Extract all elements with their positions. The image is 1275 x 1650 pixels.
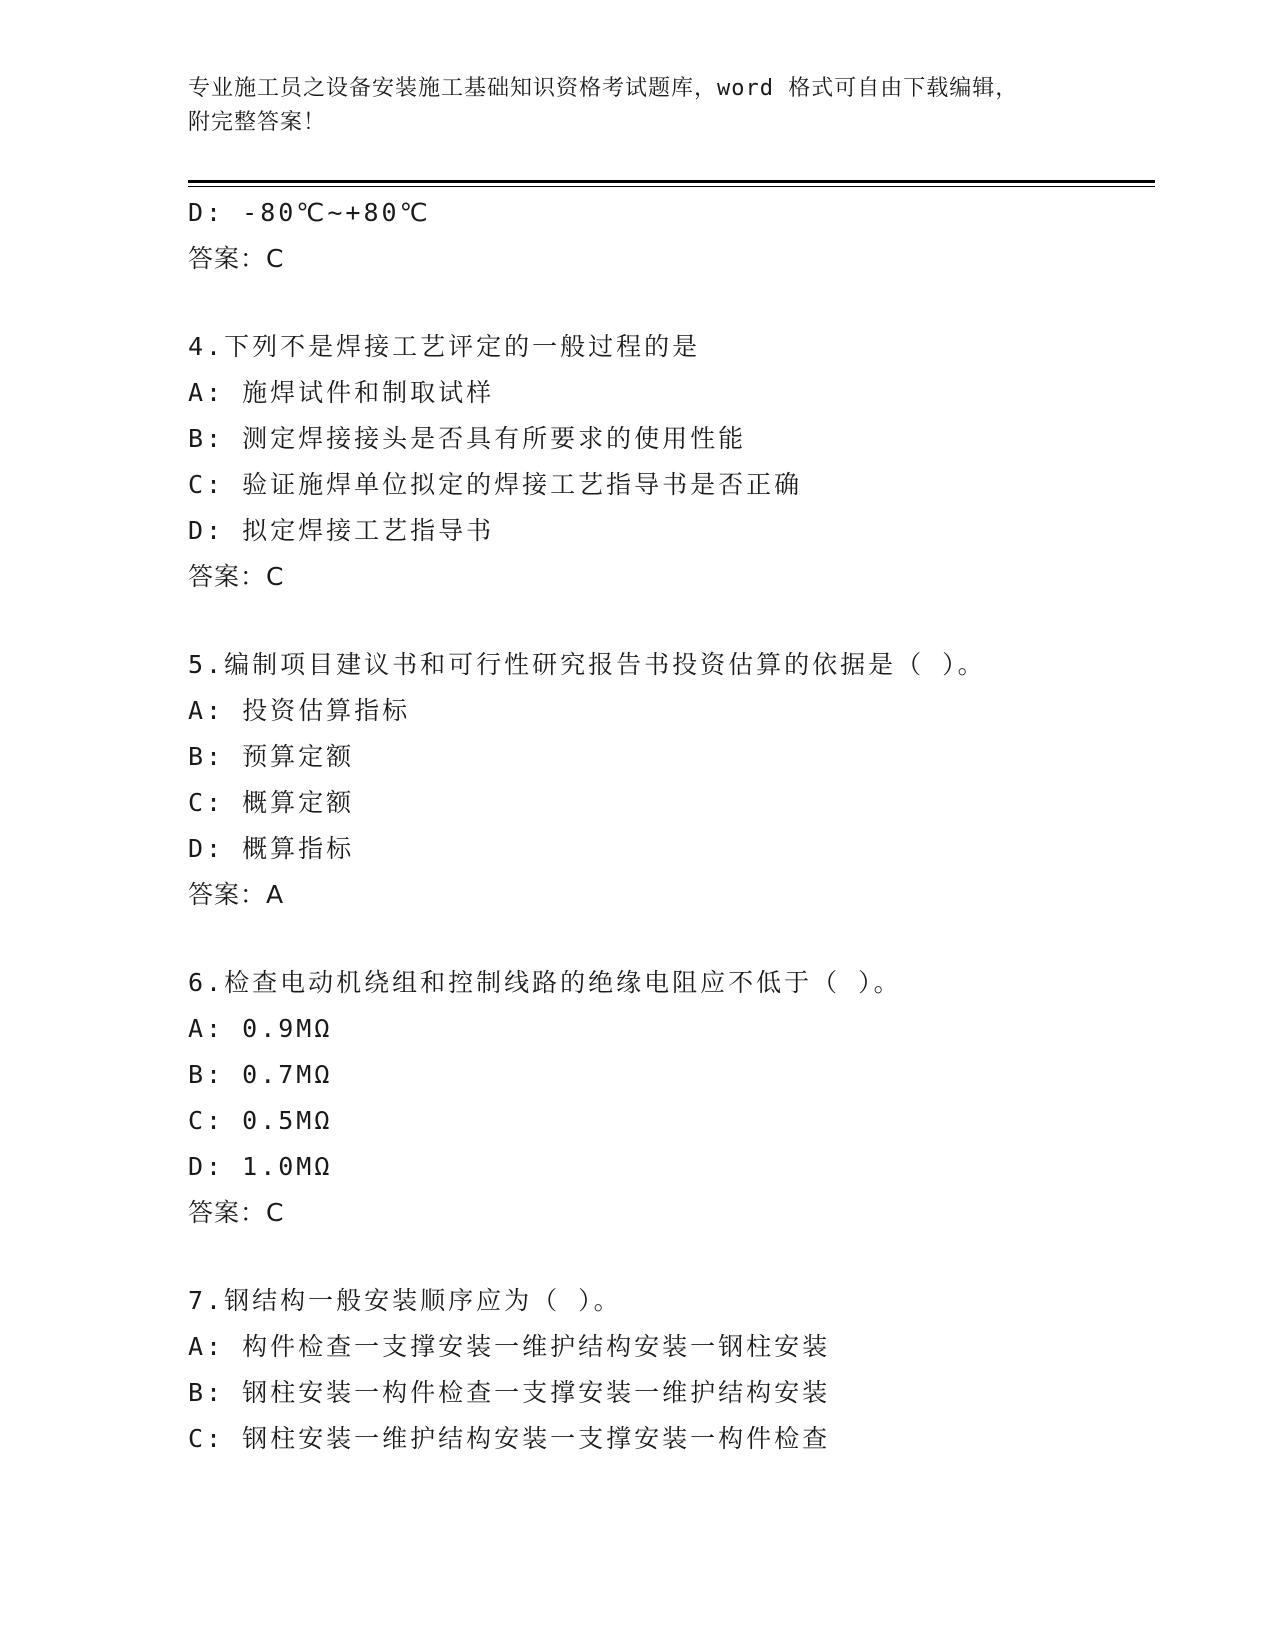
option-d: D: 拟定焊接工艺指导书 [188,516,495,545]
header-rule-thin [188,186,1155,187]
header-line-2: 附完整答案！ [188,110,327,135]
question-7 [188,1278,1148,1462]
option-c: C: 0.5MΩ [188,1106,333,1135]
question-4 [188,324,1148,600]
option-b: B: 预算定额 [188,742,355,771]
spacer [188,918,1148,960]
question-title: 7.钢结构一般安装顺序应为（ ）。 [188,1286,622,1315]
header-rule-thick [188,180,1155,183]
option-a: A: 投资估算指标 [188,696,411,725]
question-title: 4.下列不是焊接工艺评定的一般过程的是 [188,332,701,361]
question-5 [188,642,1148,918]
option-a: A: 构件检查一支撑安装一维护结构安装一钢柱安装 [188,1332,831,1361]
question-6 [188,960,1148,1236]
carryover-option-d: D: -80℃~+80℃ [188,198,431,227]
question-title: 6.检查电动机绕组和控制线路的绝缘电阻应不低于（ ）。 [188,968,902,997]
option-c: C: 验证施焊单位拟定的焊接工艺指导书是否正确 [188,470,803,499]
option-d: D: 1.0MΩ [188,1152,333,1181]
question-list [188,190,1148,1462]
option-c: C: 概算定额 [188,788,355,817]
answer: 答案：A [188,880,285,909]
option-b: B: 测定焊接接头是否具有所要求的使用性能 [188,424,747,453]
header-line-1: 专业施工员之设备安装施工基础知识资格考试题库，word 格式可自由下载编辑， [188,76,1019,101]
option-a: A: 施焊试件和制取试样 [188,378,495,407]
answer: 答案：C [188,562,285,591]
option-d: D: 概算指标 [188,834,355,863]
answer: 答案：C [188,1198,285,1227]
spacer [188,282,1148,324]
question-title: 5.编制项目建议书和可行性研究报告书投资估算的依据是（ ）。 [188,650,986,679]
document-header [188,72,1068,140]
option-c: C: 钢柱安装一维护结构安装一支撑安装一构件检查 [188,1424,831,1453]
option-b: B: 钢柱安装一构件检查一支撑安装一维护结构安装 [188,1378,831,1407]
option-a: A: 0.9MΩ [188,1014,333,1043]
spacer [188,1236,1148,1278]
carryover-answer: 答案：C [188,244,285,273]
option-b: B: 0.7MΩ [188,1060,333,1089]
spacer [188,600,1148,642]
